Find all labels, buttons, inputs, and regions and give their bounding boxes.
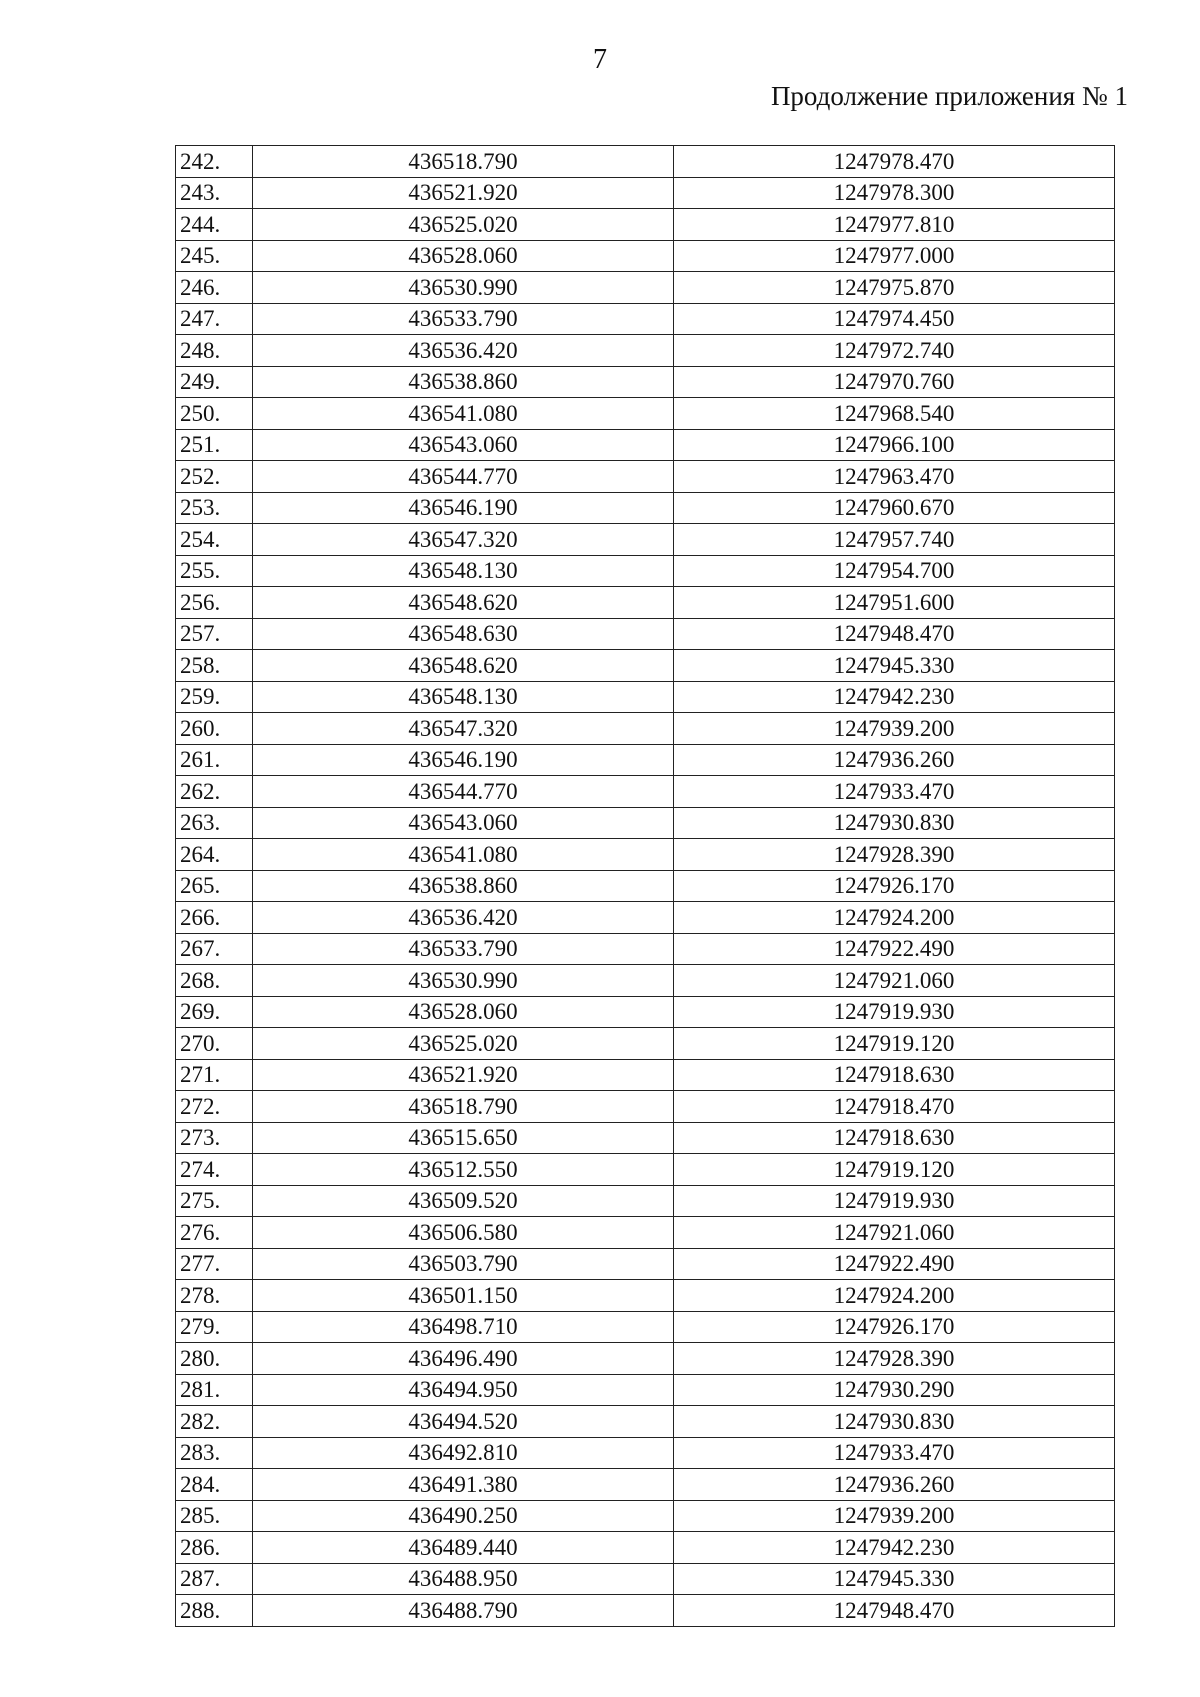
point-number-cell: 264. [176, 839, 253, 871]
x-coordinate-cell: 436543.060 [253, 429, 674, 461]
x-coordinate-cell: 436488.790 [253, 1595, 674, 1627]
x-coordinate-cell: 436548.130 [253, 555, 674, 587]
x-coordinate-cell: 436547.320 [253, 524, 674, 556]
table-row [176, 618, 1115, 650]
point-number-cell: 251. [176, 429, 253, 461]
y-coordinate-cell: 1247919.120 [674, 1028, 1115, 1060]
point-number-cell: 245. [176, 240, 253, 272]
point-number-cell: 244. [176, 209, 253, 241]
table-row [176, 1469, 1115, 1501]
x-coordinate-cell: 436546.190 [253, 744, 674, 776]
x-coordinate-cell: 436548.620 [253, 587, 674, 619]
x-coordinate-cell: 436533.790 [253, 303, 674, 335]
y-coordinate-cell: 1247930.830 [674, 1406, 1115, 1438]
x-coordinate-cell: 436544.770 [253, 461, 674, 493]
point-number-cell: 287. [176, 1563, 253, 1595]
y-coordinate-cell: 1247972.740 [674, 335, 1115, 367]
y-coordinate-cell: 1247970.760 [674, 366, 1115, 398]
x-coordinate-cell: 436525.020 [253, 209, 674, 241]
x-coordinate-cell: 436491.380 [253, 1469, 674, 1501]
page-number: 7 [593, 44, 607, 75]
y-coordinate-cell: 1247928.390 [674, 839, 1115, 871]
point-number-cell: 276. [176, 1217, 253, 1249]
table-row [176, 209, 1115, 241]
table-row [176, 1122, 1115, 1154]
x-coordinate-cell: 436512.550 [253, 1154, 674, 1186]
table-row [176, 1091, 1115, 1123]
table-row [176, 272, 1115, 304]
x-coordinate-cell: 436528.060 [253, 240, 674, 272]
table-row [176, 1563, 1115, 1595]
y-coordinate-cell: 1247936.260 [674, 1469, 1115, 1501]
x-coordinate-cell: 436506.580 [253, 1217, 674, 1249]
x-coordinate-cell: 436494.520 [253, 1406, 674, 1438]
x-coordinate-cell: 436541.080 [253, 839, 674, 871]
table-row [176, 902, 1115, 934]
table-row [176, 146, 1115, 178]
y-coordinate-cell: 1247936.260 [674, 744, 1115, 776]
table-row [176, 1532, 1115, 1564]
x-coordinate-cell: 436488.950 [253, 1563, 674, 1595]
x-coordinate-cell: 436494.950 [253, 1374, 674, 1406]
table-row [176, 1059, 1115, 1091]
y-coordinate-cell: 1247928.390 [674, 1343, 1115, 1375]
y-coordinate-cell: 1247978.300 [674, 177, 1115, 209]
y-coordinate-cell: 1247960.670 [674, 492, 1115, 524]
point-number-cell: 248. [176, 335, 253, 367]
x-coordinate-cell: 436533.790 [253, 933, 674, 965]
point-number-cell: 268. [176, 965, 253, 997]
y-coordinate-cell: 1247939.200 [674, 713, 1115, 745]
y-coordinate-cell: 1247921.060 [674, 965, 1115, 997]
point-number-cell: 262. [176, 776, 253, 808]
table-row [176, 807, 1115, 839]
point-number-cell: 269. [176, 996, 253, 1028]
y-coordinate-cell: 1247945.330 [674, 1563, 1115, 1595]
point-number-cell: 254. [176, 524, 253, 556]
point-number-cell: 288. [176, 1595, 253, 1627]
y-coordinate-cell: 1247975.870 [674, 272, 1115, 304]
table-row [176, 492, 1115, 524]
table-row [176, 587, 1115, 619]
y-coordinate-cell: 1247977.810 [674, 209, 1115, 241]
x-coordinate-cell: 436543.060 [253, 807, 674, 839]
table-row [176, 524, 1115, 556]
y-coordinate-cell: 1247942.230 [674, 681, 1115, 713]
point-number-cell: 284. [176, 1469, 253, 1501]
point-number-cell: 256. [176, 587, 253, 619]
table-row [176, 366, 1115, 398]
table-row [176, 335, 1115, 367]
y-coordinate-cell: 1247939.200 [674, 1500, 1115, 1532]
point-number-cell: 285. [176, 1500, 253, 1532]
point-number-cell: 278. [176, 1280, 253, 1312]
y-coordinate-cell: 1247918.630 [674, 1122, 1115, 1154]
y-coordinate-cell: 1247924.200 [674, 1280, 1115, 1312]
point-number-cell: 273. [176, 1122, 253, 1154]
x-coordinate-cell: 436530.990 [253, 272, 674, 304]
point-number-cell: 246. [176, 272, 253, 304]
table-row [176, 303, 1115, 335]
y-coordinate-cell: 1247930.290 [674, 1374, 1115, 1406]
y-coordinate-cell: 1247924.200 [674, 902, 1115, 934]
point-number-cell: 281. [176, 1374, 253, 1406]
table-row [176, 776, 1115, 808]
x-coordinate-cell: 436496.490 [253, 1343, 674, 1375]
x-coordinate-cell: 436490.250 [253, 1500, 674, 1532]
y-coordinate-cell: 1247963.470 [674, 461, 1115, 493]
y-coordinate-cell: 1247922.490 [674, 1248, 1115, 1280]
x-coordinate-cell: 436544.770 [253, 776, 674, 808]
table-row [176, 744, 1115, 776]
x-coordinate-cell: 436509.520 [253, 1185, 674, 1217]
x-coordinate-cell: 436548.620 [253, 650, 674, 682]
point-number-cell: 257. [176, 618, 253, 650]
point-number-cell: 260. [176, 713, 253, 745]
x-coordinate-cell: 436501.150 [253, 1280, 674, 1312]
table-row [176, 1500, 1115, 1532]
x-coordinate-cell: 436521.920 [253, 177, 674, 209]
table-row [176, 933, 1115, 965]
point-number-cell: 274. [176, 1154, 253, 1186]
point-number-cell: 259. [176, 681, 253, 713]
point-number-cell: 258. [176, 650, 253, 682]
x-coordinate-cell: 436538.860 [253, 870, 674, 902]
table-row [176, 398, 1115, 430]
point-number-cell: 271. [176, 1059, 253, 1091]
point-number-cell: 266. [176, 902, 253, 934]
y-coordinate-cell: 1247974.450 [674, 303, 1115, 335]
table-row [176, 681, 1115, 713]
point-number-cell: 277. [176, 1248, 253, 1280]
table-row [176, 996, 1115, 1028]
point-number-cell: 253. [176, 492, 253, 524]
point-number-cell: 282. [176, 1406, 253, 1438]
x-coordinate-cell: 436536.420 [253, 335, 674, 367]
table-row [176, 1437, 1115, 1469]
y-coordinate-cell: 1247933.470 [674, 1437, 1115, 1469]
x-coordinate-cell: 436530.990 [253, 965, 674, 997]
table-row [176, 1595, 1115, 1627]
y-coordinate-cell: 1247954.700 [674, 555, 1115, 587]
point-number-cell: 270. [176, 1028, 253, 1060]
y-coordinate-cell: 1247919.930 [674, 996, 1115, 1028]
point-number-cell: 261. [176, 744, 253, 776]
x-coordinate-cell: 436503.790 [253, 1248, 674, 1280]
point-number-cell: 275. [176, 1185, 253, 1217]
point-number-cell: 279. [176, 1311, 253, 1343]
continuation-label: Продолжение приложения № 1 [770, 81, 1128, 111]
point-number-cell: 267. [176, 933, 253, 965]
y-coordinate-cell: 1247919.120 [674, 1154, 1115, 1186]
point-number-cell: 243. [176, 177, 253, 209]
x-coordinate-cell: 436489.440 [253, 1532, 674, 1564]
y-coordinate-cell: 1247919.930 [674, 1185, 1115, 1217]
table-row [176, 240, 1115, 272]
x-coordinate-cell: 436548.630 [253, 618, 674, 650]
x-coordinate-cell: 436547.320 [253, 713, 674, 745]
x-coordinate-cell: 436536.420 [253, 902, 674, 934]
table-row [176, 965, 1115, 997]
table-row [176, 1280, 1115, 1312]
table-row [176, 650, 1115, 682]
table-row [176, 555, 1115, 587]
y-coordinate-cell: 1247945.330 [674, 650, 1115, 682]
point-number-cell: 249. [176, 366, 253, 398]
table-row [176, 1406, 1115, 1438]
table-row [176, 839, 1115, 871]
x-coordinate-cell: 436518.790 [253, 146, 674, 178]
x-coordinate-cell: 436521.920 [253, 1059, 674, 1091]
table-row [176, 1374, 1115, 1406]
y-coordinate-cell: 1247977.000 [674, 240, 1115, 272]
x-coordinate-cell: 436538.860 [253, 366, 674, 398]
x-coordinate-cell: 436515.650 [253, 1122, 674, 1154]
y-coordinate-cell: 1247948.470 [674, 618, 1115, 650]
y-coordinate-cell: 1247948.470 [674, 1595, 1115, 1627]
table-row [176, 1343, 1115, 1375]
point-number-cell: 283. [176, 1437, 253, 1469]
y-coordinate-cell: 1247968.540 [674, 398, 1115, 430]
y-coordinate-cell: 1247951.600 [674, 587, 1115, 619]
point-number-cell: 263. [176, 807, 253, 839]
coordinates-table-body [176, 146, 1115, 1627]
table-row [176, 713, 1115, 745]
y-coordinate-cell: 1247922.490 [674, 933, 1115, 965]
y-coordinate-cell: 1247942.230 [674, 1532, 1115, 1564]
y-coordinate-cell: 1247957.740 [674, 524, 1115, 556]
point-number-cell: 242. [176, 146, 253, 178]
x-coordinate-cell: 436548.130 [253, 681, 674, 713]
point-number-cell: 280. [176, 1343, 253, 1375]
point-number-cell: 247. [176, 303, 253, 335]
point-number-cell: 252. [176, 461, 253, 493]
point-number-cell: 255. [176, 555, 253, 587]
y-coordinate-cell: 1247918.470 [674, 1091, 1115, 1123]
point-number-cell: 265. [176, 870, 253, 902]
y-coordinate-cell: 1247966.100 [674, 429, 1115, 461]
y-coordinate-cell: 1247978.470 [674, 146, 1115, 178]
x-coordinate-cell: 436492.810 [253, 1437, 674, 1469]
table-row [176, 429, 1115, 461]
x-coordinate-cell: 436498.710 [253, 1311, 674, 1343]
table-row [176, 1028, 1115, 1060]
x-coordinate-cell: 436518.790 [253, 1091, 674, 1123]
x-coordinate-cell: 436541.080 [253, 398, 674, 430]
table-row [176, 1154, 1115, 1186]
x-coordinate-cell: 436546.190 [253, 492, 674, 524]
y-coordinate-cell: 1247926.170 [674, 870, 1115, 902]
point-number-cell: 250. [176, 398, 253, 430]
table-row [176, 1185, 1115, 1217]
table-row [176, 461, 1115, 493]
y-coordinate-cell: 1247930.830 [674, 807, 1115, 839]
x-coordinate-cell: 436525.020 [253, 1028, 674, 1060]
coordinates-table [175, 145, 1115, 1627]
point-number-cell: 272. [176, 1091, 253, 1123]
table-row [176, 1311, 1115, 1343]
y-coordinate-cell: 1247933.470 [674, 776, 1115, 808]
table-row [176, 177, 1115, 209]
y-coordinate-cell: 1247921.060 [674, 1217, 1115, 1249]
table-row [176, 1248, 1115, 1280]
y-coordinate-cell: 1247926.170 [674, 1311, 1115, 1343]
table-row [176, 870, 1115, 902]
y-coordinate-cell: 1247918.630 [674, 1059, 1115, 1091]
table-row [176, 1217, 1115, 1249]
x-coordinate-cell: 436528.060 [253, 996, 674, 1028]
point-number-cell: 286. [176, 1532, 253, 1564]
